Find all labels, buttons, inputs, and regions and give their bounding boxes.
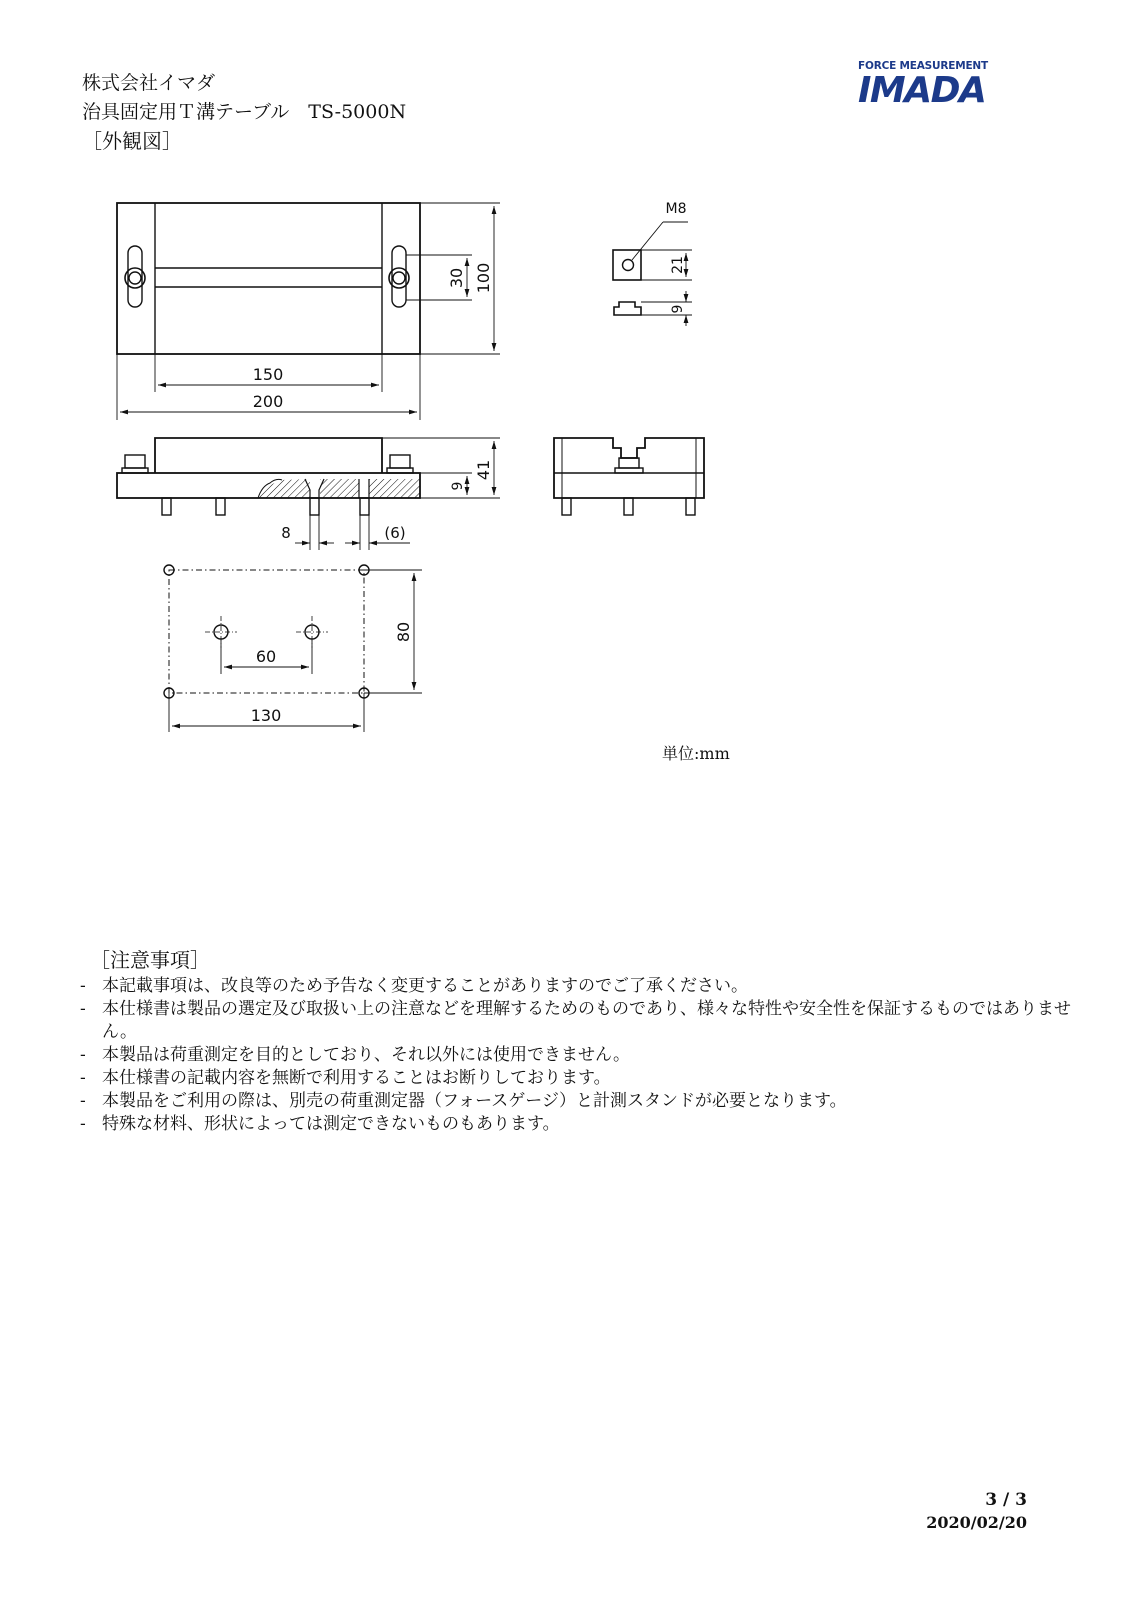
note-text: 本仕様書は製品の選定及び取扱い上の注意などを理解するためのものであり、様々な特性や安全性を保証するものではありません。 [102,999,1071,1042]
front-view [117,438,500,550]
note-text: 本製品をご利用の際は、別売の荷重測定器（フォースゲージ）と計測スタンドが必要となります。 [102,1091,847,1111]
dim-8: 8 [281,524,291,542]
side-view [554,438,704,515]
note-text: 本記載事項は、改良等のため予告なく変更することがありますのでご了承ください。 [102,976,748,996]
dim-41: 41 [474,459,493,481]
technical-drawing [0,0,1131,780]
note-text: 特殊な材料、形状によっては測定できないものもあります。 [102,1114,560,1134]
note-item: - 本製品は荷重測定を目的としており、それ以外には使用できません。 [80,1044,1080,1067]
notes-title: ［注意事項］ [90,948,210,972]
dim-100: 100 [474,262,493,294]
note-text: 本仕様書の記載内容を無断で利用することはお断りしております。 [102,1068,611,1088]
dim-30: 30 [447,267,466,289]
dim-150: 150 [252,365,284,384]
dim-60: 60 [255,647,277,666]
dim-9-front: 9 [450,481,466,491]
page-number: 3 / 3 [985,1490,1027,1510]
note-item: - 本製品をご利用の際は、別売の荷重測定器（フォースゲージ）と計測スタンドが必要となります。 [80,1090,1080,1113]
logo-tagline: FORCE MEASUREMENT [858,60,988,72]
dim-130: 130 [250,706,282,725]
hole-pattern [164,565,422,732]
dim-21: 21 [670,256,686,274]
dim-200: 200 [252,392,284,411]
note-item: - 本記載事項は、改良等のため予告なく変更することがありますのでご了承ください。 [80,975,1080,998]
dim-9-slider: 9 [670,304,686,314]
dim-m8: M8 [665,201,687,217]
note-item: - 本仕様書は製品の選定及び取扱い上の注意などを理解するためのものであり、様々な特性や安全性を保証するものではありません。 [80,998,1080,1044]
section-heading: ［外観図］ [82,129,182,153]
note-item: - 特殊な材料、形状によっては測定できないものもあります。 [80,1113,1080,1136]
product-title: 治具固定用Ｔ溝テーブル TS-5000N [82,101,407,123]
logo-wordmark: IMADA [858,70,986,111]
company-name: 株式会社イマダ [82,72,216,94]
dim-6: (6) [384,524,406,542]
document-date: 2020/02/20 [926,1513,1027,1532]
note-text: 本製品は荷重測定を目的としており、それ以外には使用できません。 [102,1045,631,1065]
unit-label: 単位:mm [662,744,730,763]
top-view [117,203,500,420]
notes-section [80,944,1080,1136]
note-item: - 本仕様書の記載内容を無断で利用することはお断りしております。 [80,1067,1080,1090]
dim-80: 80 [394,621,413,643]
